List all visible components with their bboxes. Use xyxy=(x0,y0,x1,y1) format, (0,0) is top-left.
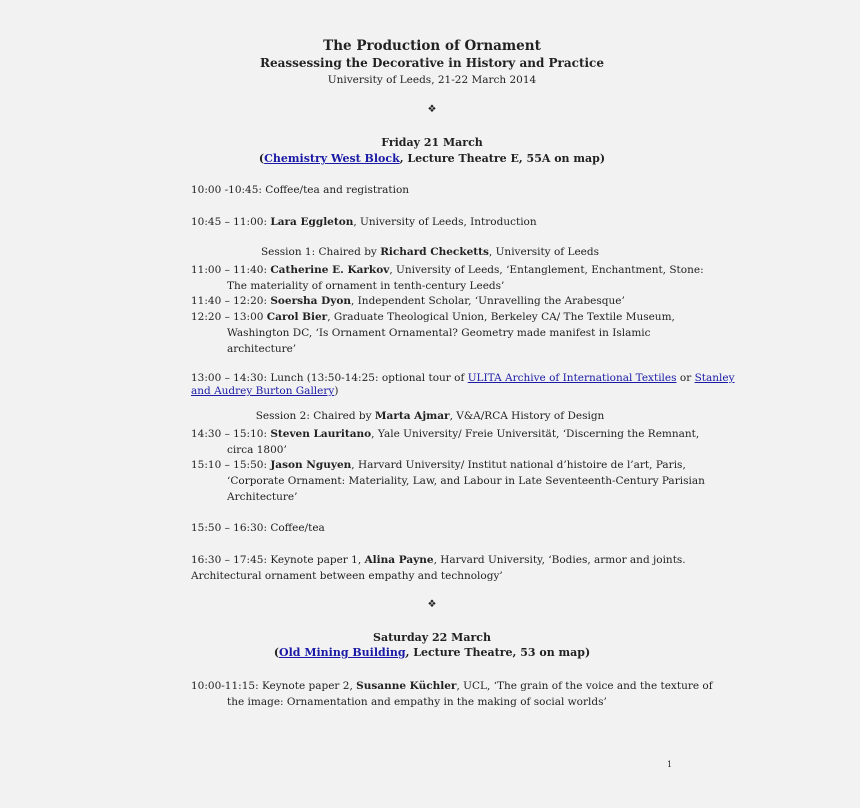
speaker-name: Soersha Dyon xyxy=(270,295,351,307)
schedule-item-continuation: circa 1800’ xyxy=(227,444,287,456)
schedule-item-continuation: The materiality of ornament in tenth-century Leeds’ xyxy=(227,280,505,292)
schedule-item: 16:30 – 17:45: Keynote paper 1, Alina Payne, Harvard University, ‘Bodies, armor and joints. xyxy=(191,554,686,566)
schedule-item: 11:40 – 12:20: Soersha Dyon, Independent Scholar, ‘Unravelling the Arabesque’ xyxy=(191,295,625,307)
ornament-divider-icon: ❖ xyxy=(427,599,437,610)
page-number: 1 xyxy=(667,760,673,769)
schedule-item: 10:00 -10:45: Coffee/tea and registration xyxy=(191,184,410,196)
saturday-heading: Saturday 22 March xyxy=(373,631,491,644)
schedule-item: 15:10 – 15:50: Jason Nguyen, Harvard University/ Institut national d’histoire de l’art, Paris, xyxy=(191,459,686,471)
speaker-name: Jason Nguyen xyxy=(270,459,352,471)
venue-dates: University of Leeds, 21-22 March 2014 xyxy=(327,74,537,86)
speaker-name: Susanne Küchler xyxy=(356,680,457,692)
ornament-divider-icon: ❖ xyxy=(427,104,437,115)
schedule-item-continuation: ‘Corporate Ornament: Materiality, Law, and Labour in Late Seventeenth-Century Parisian xyxy=(227,475,705,487)
schedule-item-continuation: the image: Ornamentation and empathy in the making of social worlds’ xyxy=(227,696,607,708)
schedule-item-continuation: Architectural ornament between empathy and technology’ xyxy=(191,570,503,582)
burton-gallery-link[interactable]: Stanley xyxy=(694,372,735,384)
document-subtitle: Reassessing the Decorative in History and Practice xyxy=(260,56,604,70)
burton-gallery-link-continued[interactable]: and Audrey Burton Gallery xyxy=(191,385,335,397)
schedule-item: 11:00 – 11:40: Catherine E. Karkov, University of Leeds, ‘Entanglement, Enchantment, Stone: xyxy=(191,264,704,276)
schedule-item: 12:20 – 13:00 Carol Bier, Graduate Theological Union, Berkeley CA/ The Textile Museum, xyxy=(191,311,675,323)
speaker-name: Alina Payne xyxy=(364,554,434,566)
session-2-heading: Session 2: Chaired by Marta Ajmar, V&A/RCA History of Design xyxy=(255,410,605,422)
chemistry-west-block-link[interactable]: Chemistry West Block xyxy=(264,152,400,165)
document-title: The Production of Ornament xyxy=(323,38,541,54)
schedule-item-continuation: Washington DC, ‘Is Ornament Ornamental? Geometry made manifest in Islamic xyxy=(227,327,651,339)
old-mining-building-link[interactable]: Old Mining Building xyxy=(279,646,406,659)
speaker-name: Catherine E. Karkov xyxy=(270,264,390,276)
chair-name: Richard Checketts xyxy=(380,246,489,258)
friday-heading: Friday 21 March xyxy=(381,136,483,149)
session-1-heading: Session 1: Chaired by Richard Checketts, University of Leeds xyxy=(260,246,600,258)
saturday-location: (Old Mining Building, Lecture Theatre, 53 on map) xyxy=(273,646,591,659)
speaker-name: Lara Eggleton xyxy=(270,216,354,228)
speaker-name: Steven Lauritano xyxy=(270,428,372,440)
speaker-name: Carol Bier xyxy=(266,311,328,323)
schedule-item-continuation: and Audrey Burton Gallery) xyxy=(191,385,339,397)
friday-location: (Chemistry West Block, Lecture Theatre E, 55A on map) xyxy=(258,152,606,165)
schedule-item-continuation: architecture’ xyxy=(227,343,297,355)
schedule-item-continuation: Architecture’ xyxy=(227,491,298,503)
schedule-item: 13:00 – 14:30: Lunch (13:50-14:25: optional tour of ULITA Archive of International Textiles or Stanley xyxy=(191,372,735,384)
schedule-item: 14:30 – 15:10: Steven Lauritano, Yale University/ Freie Universität, ‘Discerning the Remnant, xyxy=(191,428,700,440)
chair-name: Marta Ajmar xyxy=(374,410,450,422)
schedule-item: 10:45 – 11:00: Lara Eggleton, University of Leeds, Introduction xyxy=(191,216,537,228)
ulita-archive-link[interactable]: ULITA Archive of International Textiles xyxy=(467,372,677,384)
schedule-item: 10:00-11:15: Keynote paper 2, Susanne Küchler, UCL, ‘The grain of the voice and the texture of xyxy=(191,680,713,692)
schedule-item: 15:50 – 16:30: Coffee/tea xyxy=(191,522,325,534)
